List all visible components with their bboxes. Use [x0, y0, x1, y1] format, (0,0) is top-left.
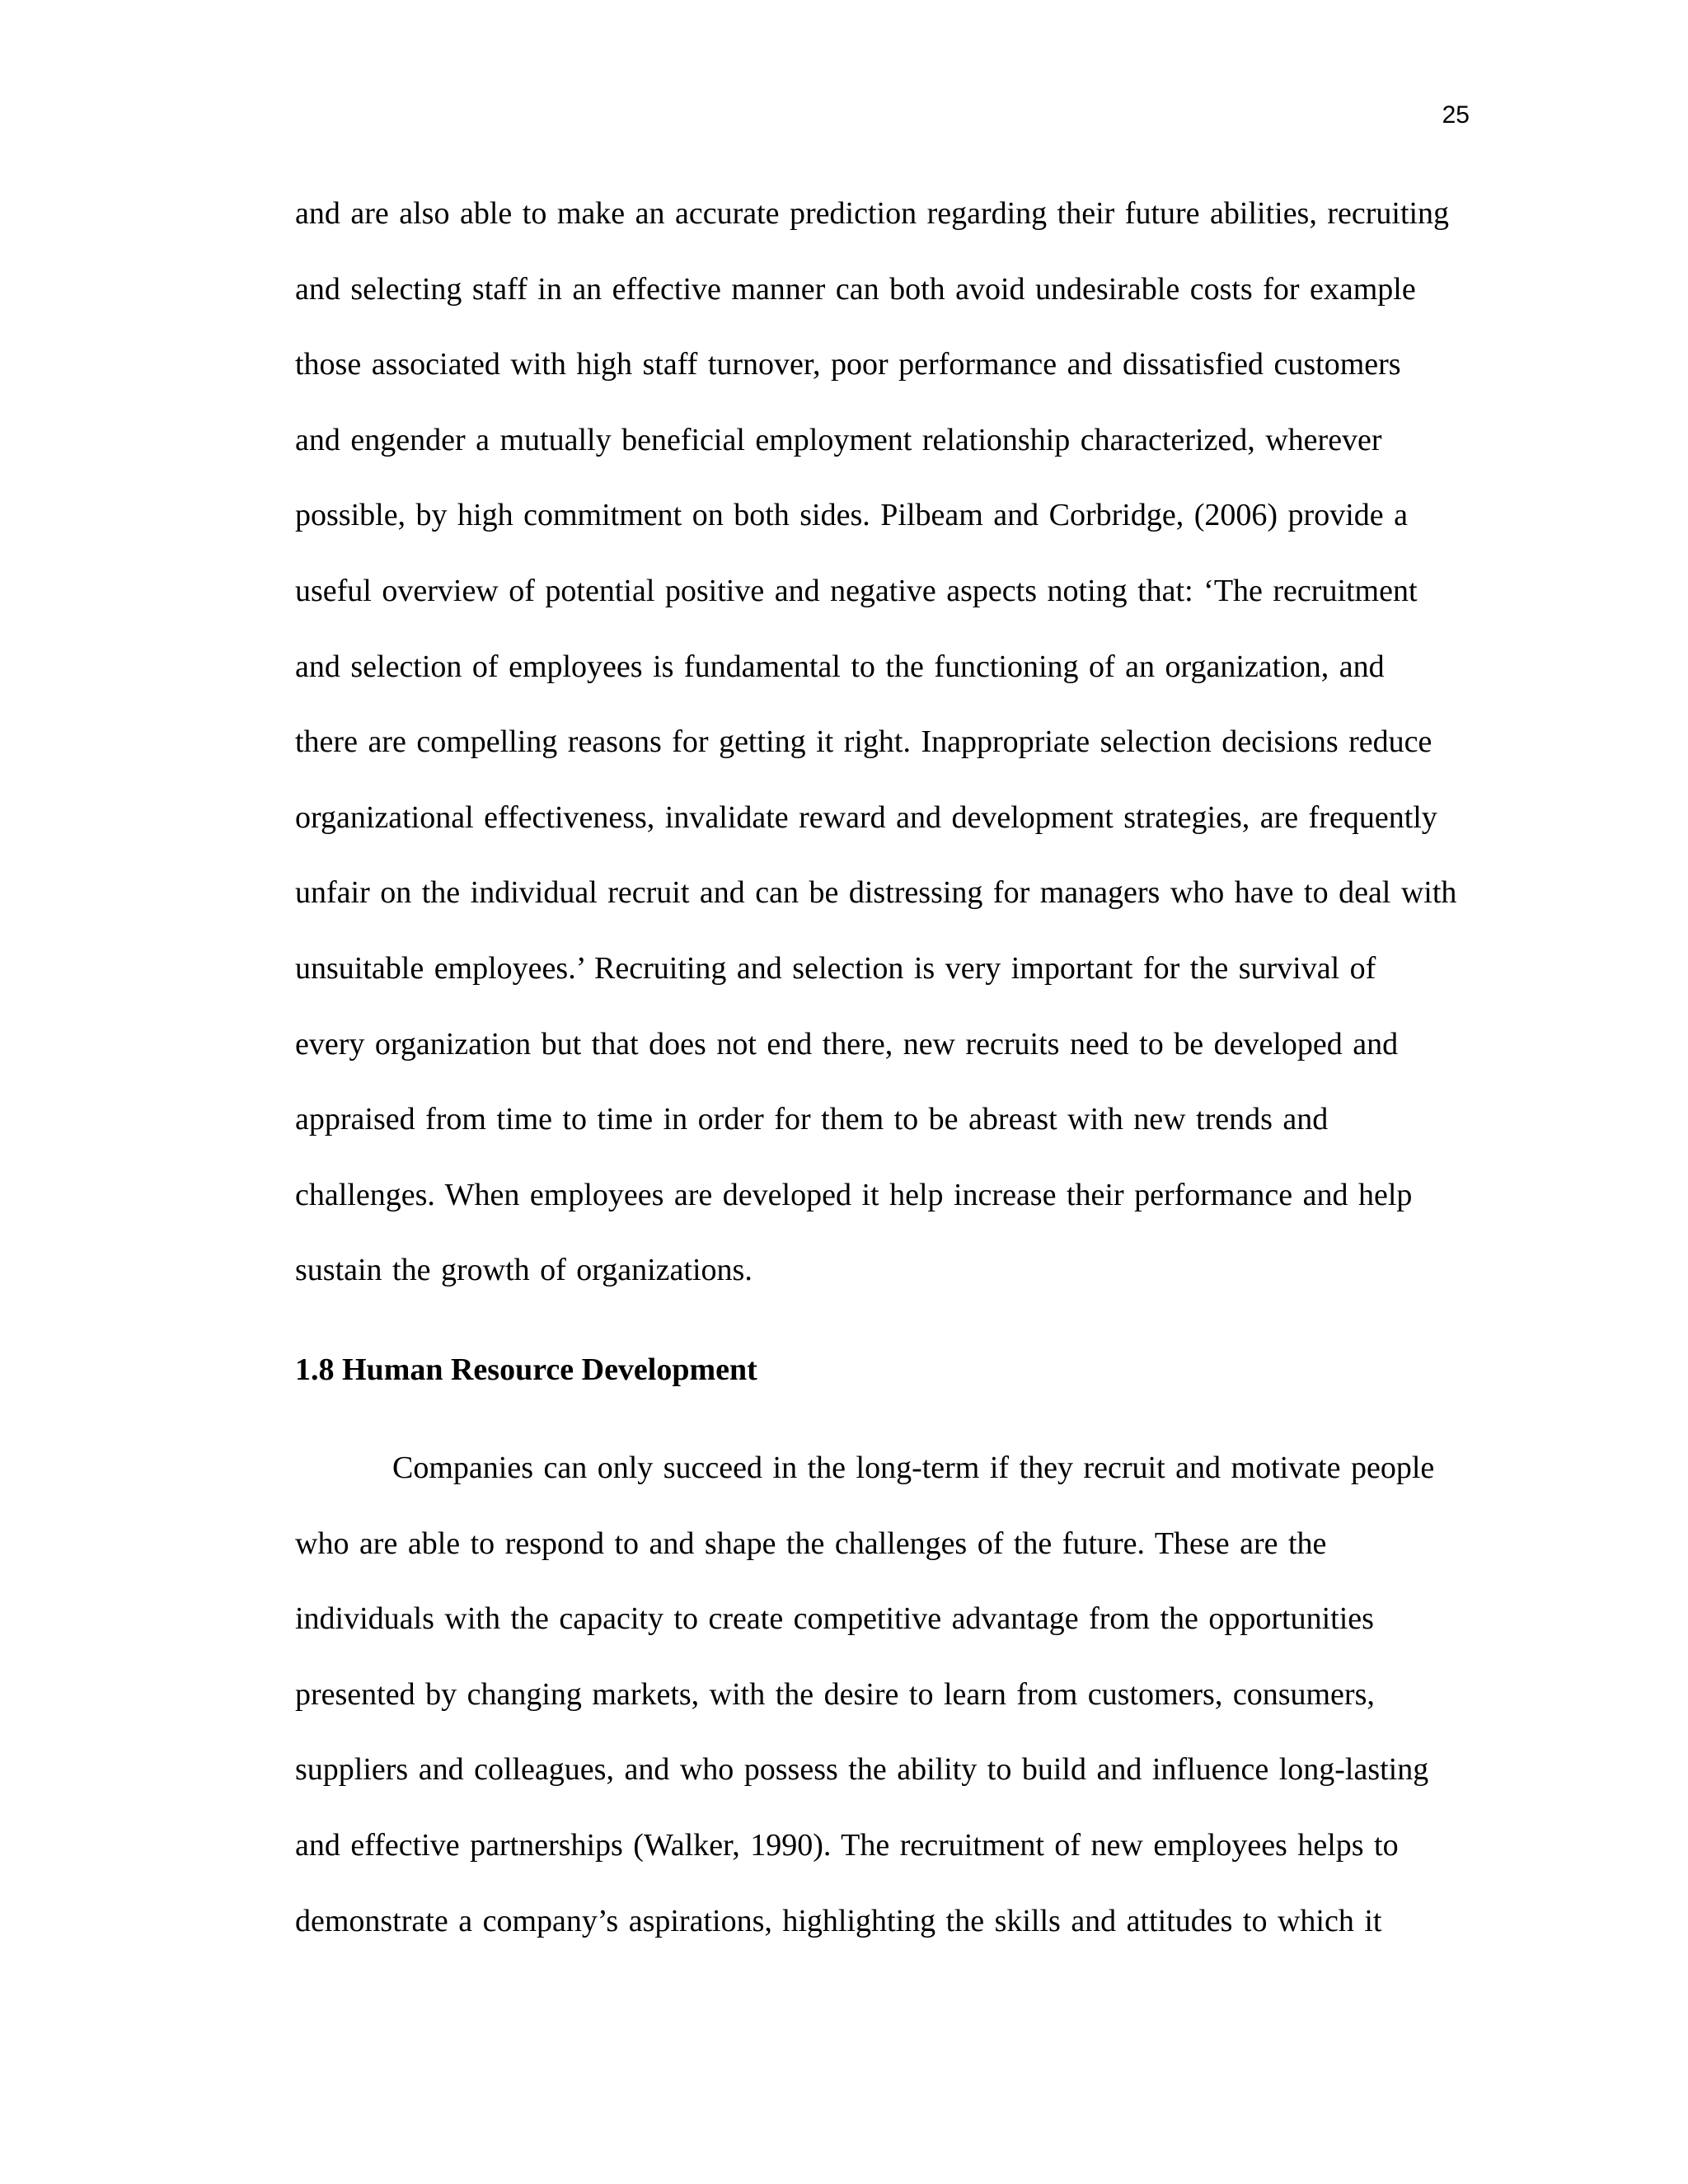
paragraph-line: and are also able to make an accurate prediction regarding their future abilities, recruiting — [295, 196, 1450, 231]
paragraph-line: possible, by high commitment on both sides. Pilbeam and Corbridge, (2006) provide a — [295, 498, 1408, 533]
paragraph-human-resource-development — [295, 1431, 1465, 1959]
paragraph-line: suppliers and colleagues, and who possess the ability to build and influence long-lasting — [295, 1752, 1429, 1788]
paragraph-line: demonstrate a company’s aspirations, highlighting the skills and attitudes to which it — [295, 1903, 1382, 1938]
paragraph-line: challenges. When employees are developed it help increase their performance and help — [295, 1177, 1413, 1212]
paragraph-line: and engender a mutually beneficial employment relationship characterized, wherever — [295, 422, 1382, 457]
paragraph-line: and selecting staff in an effective manner can both avoid undesirable costs for example — [295, 271, 1416, 307]
page-number: 25 — [1442, 101, 1470, 129]
paragraph-line: unsuitable employees.’ Recruiting and selection is very important for the survival of — [295, 950, 1376, 986]
paragraph-line: every organization but that does not end there, new recruits need to be developed and — [295, 1026, 1399, 1062]
paragraph-line: organizational effectiveness, invalidate reward and development strategies, are frequently — [295, 799, 1437, 835]
paragraph-line: useful overview of potential positive and negative aspects noting that: ‘The recruitment — [295, 573, 1418, 608]
paragraph-line: there are compelling reasons for getting it right. Inappropriate selection decisions reduce — [295, 724, 1432, 760]
paragraph-line: appraised from time to time in order for them to be abreast with new trends and — [295, 1102, 1329, 1137]
paragraph-line: unfair on the individual recruit and can be distressing for managers who have to deal with — [295, 875, 1457, 911]
paragraph-line: those associated with high staff turnover, poor performance and dissatisfied customers — [295, 347, 1401, 382]
paragraph-line: sustain the growth of organizations. — [295, 1253, 753, 1288]
paragraph-line: presented by changing markets, with the desire to learn from customers, consumers, — [295, 1676, 1375, 1712]
paragraph-line: Companies can only succeed in the long-term if they recruit and motivate people — [392, 1451, 1435, 1485]
paragraph-line: and selection of employees is fundamental to the functioning of an organization, and — [295, 649, 1385, 684]
paragraph-line: individuals with the capacity to create competitive advantage from the opportunities — [295, 1601, 1374, 1637]
section-heading: 1.8 Human Resource Development — [295, 1352, 757, 1387]
paragraph-recruitment-selection — [295, 176, 1465, 1309]
paragraph-line: and effective partnerships (Walker, 1990). The recruitment of new employees helps to — [295, 1827, 1399, 1863]
paragraph-line: who are able to respond to and shape the challenges of the future. These are the — [295, 1526, 1327, 1561]
